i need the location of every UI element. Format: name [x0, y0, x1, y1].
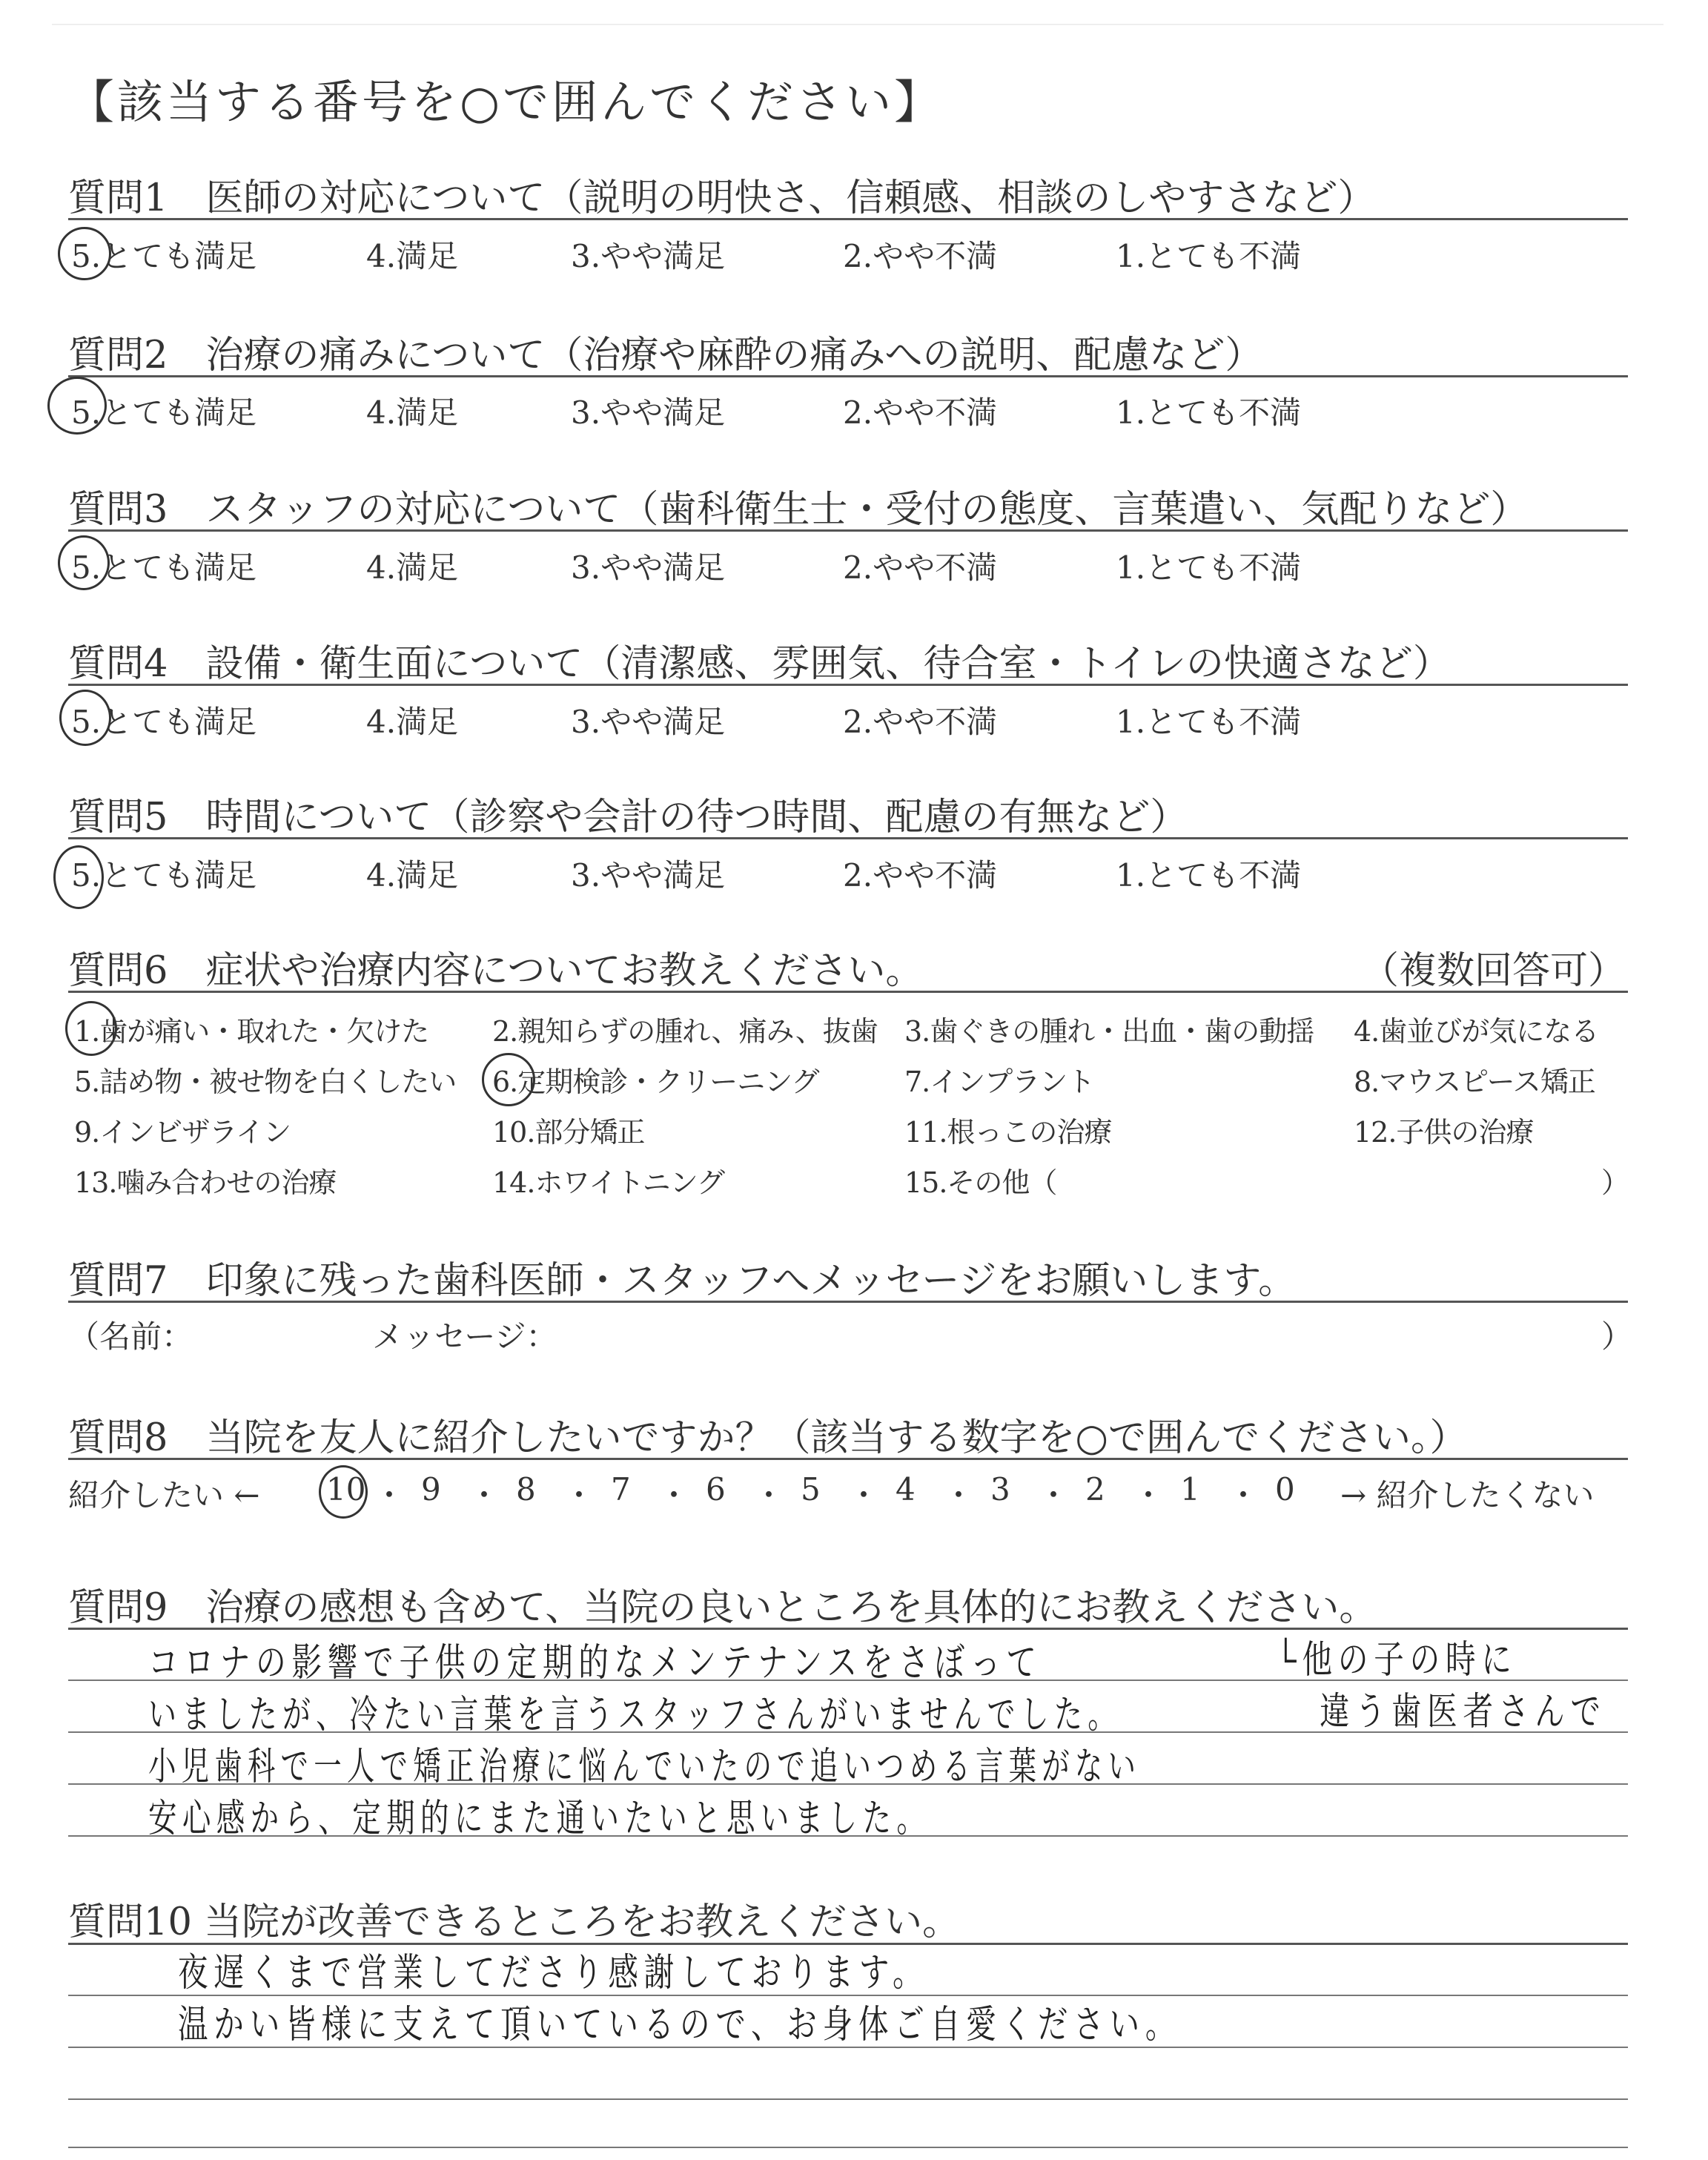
q8-scale-separator: ・ — [469, 1477, 500, 1513]
q3-option-2[interactable]: 2.やや不満 — [843, 549, 998, 586]
question-3-title: 質問3 スタッフの対応について（歯科衛生士・受付の態度、言葉遣い、気配りなど） — [68, 488, 1529, 532]
q8-scale-value[interactable]: 9 — [421, 1471, 441, 1507]
q6-option-5[interactable]: 5.詰め物・被せ物を白くしたい — [74, 1066, 457, 1098]
q4-option-2[interactable]: 2.やや不満 — [843, 704, 998, 740]
question-6-note: （複数回答可） — [1361, 949, 1626, 993]
q2-option-5[interactable]: 5.とても満足 — [71, 394, 257, 431]
question-6-rule — [68, 991, 1628, 993]
q6-option-7[interactable]: 7.インプラント — [904, 1066, 1095, 1098]
q8-left-label: 紹介したい ← — [68, 1477, 260, 1513]
q8-scale-value[interactable]: 2 — [1085, 1471, 1105, 1507]
question-3-rule — [68, 529, 1628, 532]
q3-option-3[interactable]: 3.やや満足 — [571, 549, 726, 586]
q6-option-4[interactable]: 4.歯並びが気になる — [1354, 1015, 1599, 1048]
q8-scale-value[interactable]: 10 — [326, 1471, 366, 1507]
q6-option-8[interactable]: 8.マウスピース矯正 — [1354, 1066, 1595, 1098]
question-8-rule — [68, 1458, 1628, 1460]
q6-option-13[interactable]: 13.噛み合わせの治療 — [74, 1166, 337, 1199]
q1-option-5[interactable]: 5.とても満足 — [71, 238, 257, 274]
question-4-title: 質問4 設備・衛生面について（清潔感、雰囲気、待合室・トイレの快適さなど） — [68, 642, 1451, 686]
q4-option-1[interactable]: 1.とても不満 — [1116, 704, 1302, 740]
q9-answer-line-4: 安心感から、定期的にまた通いたいと思いました。 — [148, 1797, 931, 1841]
q8-scale-separator: ・ — [374, 1477, 406, 1513]
question-1-title: 質問1 医師の対応について（説明の明快さ、信頼感、相談のしやすさなど） — [68, 176, 1376, 220]
q3-option-4[interactable]: 4.満足 — [366, 549, 459, 586]
question-1-rule — [68, 218, 1628, 220]
q4-option-5[interactable]: 5.とても満足 — [71, 704, 257, 740]
q6-option-1[interactable]: 1.歯が痛い・取れた・欠けた — [74, 1015, 429, 1048]
q8-scale-separator: ・ — [658, 1477, 690, 1513]
q1-option-2[interactable]: 2.やや不満 — [843, 238, 998, 274]
question-7-title: 質問7 印象に残った歯科医師・スタッフへメッセージをお願いします。 — [68, 1259, 1297, 1303]
question-4-rule — [68, 684, 1628, 686]
question-10-title: 質問10 当院が改善できるところをお教えください。 — [68, 1900, 961, 1944]
q8-scale-separator: ・ — [1228, 1477, 1260, 1513]
q8-right-label: → 紹介したくない — [1340, 1477, 1595, 1513]
question-8-title: 質問8 当院を友人に紹介したいですか？（該当する数字を○で囲んでください。） — [68, 1416, 1468, 1460]
q8-scale-separator: ・ — [848, 1477, 880, 1513]
question-2-title: 質問2 治療の痛みについて（治療や麻酔の痛みへの説明、配慮など） — [68, 334, 1263, 377]
q5-option-1[interactable]: 1.とても不満 — [1116, 857, 1302, 894]
q8-scale-separator: ・ — [1133, 1477, 1165, 1513]
q8-scale-value[interactable]: 5 — [801, 1471, 821, 1507]
q2-option-4[interactable]: 4.満足 — [366, 394, 459, 431]
q6-option-11[interactable]: 11.根っこの治療 — [904, 1116, 1112, 1149]
question-5-rule — [68, 837, 1628, 839]
q8-scale-separator: ・ — [943, 1477, 975, 1513]
q1-option-4[interactable]: 4.満足 — [366, 238, 459, 274]
q8-scale-value[interactable]: 1 — [1180, 1471, 1200, 1507]
q9-answer-line-3: 小児歯科で一人で矯正治療に悩んでいたので追いつめる言葉がない — [148, 1745, 1142, 1789]
q6-option-12[interactable]: 12.子供の治療 — [1354, 1116, 1534, 1149]
q8-scale-separator: ・ — [753, 1477, 785, 1513]
q2-option-2[interactable]: 2.やや不満 — [843, 394, 998, 431]
question-7-rule — [68, 1301, 1628, 1303]
q5-option-5[interactable]: 5.とても満足 — [71, 857, 257, 894]
q10-answer-line-2: 温かい皆様に支えて頂いているので、お身体ご自愛ください。 — [178, 2003, 1182, 2047]
q8-scale-value[interactable]: 8 — [516, 1471, 536, 1507]
q7-message-label: メッセージ： — [372, 1318, 557, 1355]
q5-option-4[interactable]: 4.満足 — [366, 857, 459, 894]
q6-option-14[interactable]: 14.ホワイトニング — [492, 1166, 725, 1199]
question-10-rule-4 — [68, 2098, 1628, 2100]
q9-side-note: └他の子の時に — [1275, 1638, 1517, 1682]
q1-option-3[interactable]: 3.やや満足 — [571, 238, 726, 274]
q6-option-6[interactable]: 6.定期検診・クリーニング — [492, 1066, 819, 1098]
q8-scale-value[interactable]: 0 — [1275, 1471, 1295, 1507]
q1-option-1[interactable]: 1.とても不満 — [1116, 238, 1302, 274]
q8-scale-separator: ・ — [563, 1477, 595, 1513]
q8-scale-value[interactable]: 4 — [896, 1471, 916, 1507]
question-10-rule-5 — [68, 2147, 1628, 2148]
q6-other-close-paren: ） — [1601, 1166, 1629, 1199]
question-2-rule — [68, 375, 1628, 377]
top-edge-line — [52, 24, 1664, 25]
q2-option-3[interactable]: 3.やや満足 — [571, 394, 726, 431]
q5-option-3[interactable]: 3.やや満足 — [571, 857, 726, 894]
q6-option-3[interactable]: 3.歯ぐきの腫れ・出血・歯の動揺 — [904, 1015, 1314, 1048]
q2-option-1[interactable]: 1.とても不満 — [1116, 394, 1302, 431]
q9-answer-line-1: コロナの影響で子供の定期的なメンテナンスをさぼって — [148, 1641, 1042, 1685]
q3-option-5[interactable]: 5.とても満足 — [71, 549, 257, 586]
q9-side-note-2: 違う歯医者さんで — [1320, 1690, 1606, 1734]
q8-scale-separator: ・ — [1038, 1477, 1070, 1513]
question-9-title: 質問9 治療の感想も含めて、当院の良いところを具体的にお教えください。 — [68, 1586, 1377, 1630]
q6-option-10[interactable]: 10.部分矯正 — [492, 1116, 645, 1149]
question-5-title: 質問5 時間について（診察や会計の待つ時間、配慮の有無など） — [68, 796, 1188, 839]
q8-scale-value[interactable]: 7 — [611, 1471, 631, 1507]
q5-option-2[interactable]: 2.やや不満 — [843, 857, 998, 894]
q8-scale-value[interactable]: 6 — [706, 1471, 726, 1507]
q6-option-15[interactable]: 15.その他（ — [904, 1166, 1057, 1199]
question-6-title: 質問6 症状や治療内容についてお教えください。 — [68, 949, 924, 993]
q3-option-1[interactable]: 1.とても不満 — [1116, 549, 1302, 586]
q4-option-4[interactable]: 4.満足 — [366, 704, 459, 740]
page-title: 【該当する番号を○で囲んでください】 — [68, 75, 944, 129]
q7-name-label: （名前： — [68, 1318, 193, 1355]
q6-option-9[interactable]: 9.インビザライン — [74, 1116, 291, 1149]
q7-close-paren: ） — [1601, 1318, 1633, 1355]
q9-answer-line-2: いましたが、冷たい言葉を言うスタッフさんがいませんでした。 — [148, 1693, 1122, 1737]
q6-option-2[interactable]: 2.親知らずの腫れ、痛み、抜歯 — [492, 1015, 878, 1048]
q4-option-3[interactable]: 3.やや満足 — [571, 704, 726, 740]
q8-scale-value[interactable]: 3 — [990, 1471, 1010, 1507]
q10-answer-line-1: 夜遅くまで営業してださり感謝しております。 — [178, 1951, 929, 1995]
